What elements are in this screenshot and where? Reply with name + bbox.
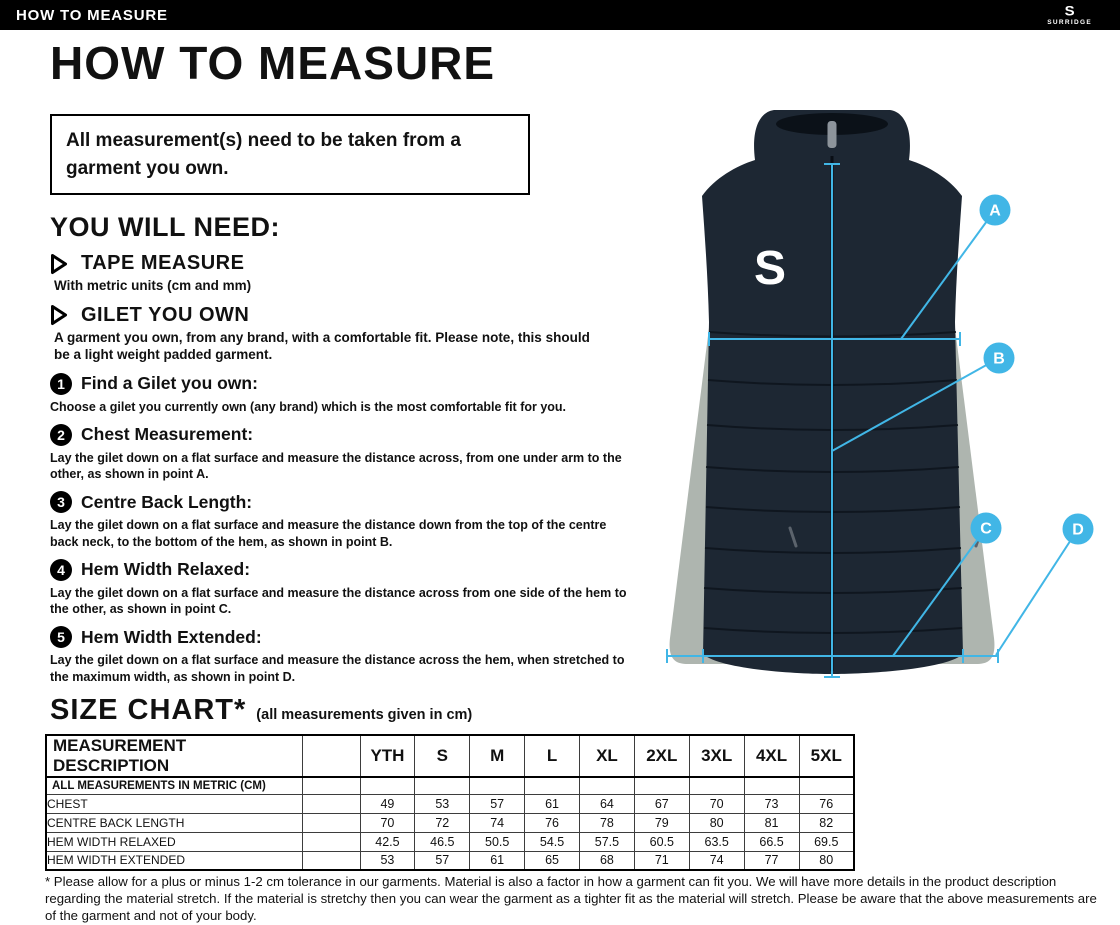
- empty-cell: [360, 777, 415, 794]
- size-value: 61: [470, 851, 525, 870]
- size-column-header: L: [525, 735, 580, 777]
- size-column-header: YTH: [360, 735, 415, 777]
- step-4: [50, 559, 630, 618]
- size-value: 66.5: [744, 832, 799, 851]
- size-value: 65: [525, 851, 580, 870]
- empty-cell: [302, 777, 360, 794]
- gilet-figure: [618, 98, 1120, 698]
- size-value: 53: [360, 851, 415, 870]
- size-chart-row: [46, 832, 854, 851]
- size-value: 72: [415, 813, 470, 832]
- empty-cell: [525, 777, 580, 794]
- size-chart-table: [45, 734, 855, 871]
- measurement-description-header: MEASUREMENT DESCRIPTION: [46, 735, 302, 777]
- empty-cell: [302, 832, 360, 851]
- size-column-header: S: [415, 735, 470, 777]
- size-value: 60.5: [634, 832, 689, 851]
- size-value: 76: [799, 794, 854, 813]
- zip-pull-icon: [828, 121, 837, 148]
- need-item-description: With metric units (cm and mm): [54, 278, 252, 294]
- point-c-label: C: [980, 520, 992, 538]
- step-number-badge: 1: [50, 373, 72, 395]
- surridge-logo: [1047, 4, 1092, 27]
- size-chart-row: [46, 794, 854, 813]
- step-3: [50, 491, 630, 550]
- size-value: 71: [634, 851, 689, 870]
- size-value: 79: [634, 813, 689, 832]
- step-title: Centre Back Length:: [81, 491, 253, 512]
- size-value: 46.5: [415, 832, 470, 851]
- top-bar-title: HOW TO MEASURE: [16, 6, 168, 24]
- size-value: 77: [744, 851, 799, 870]
- size-column-header: 4XL: [744, 735, 799, 777]
- point-a-label: A: [989, 202, 1001, 220]
- step-title: Hem Width Relaxed:: [81, 559, 251, 580]
- size-column-header: M: [470, 735, 525, 777]
- empty-cell: [302, 794, 360, 813]
- top-bar: [0, 0, 1120, 30]
- empty-header-cell: [302, 735, 360, 777]
- empty-cell: [634, 777, 689, 794]
- measurement-label: HEM WIDTH RELAXED: [46, 832, 302, 851]
- empty-cell: [689, 777, 744, 794]
- size-value: 82: [799, 813, 854, 832]
- step-2: [50, 424, 630, 483]
- need-item-label: TAPE MEASURE: [81, 252, 245, 275]
- step-1: [50, 373, 630, 415]
- empty-cell: [580, 777, 635, 794]
- point-d-label: D: [1072, 521, 1084, 539]
- you-will-need-heading: YOU WILL NEED:: [50, 212, 281, 243]
- step-number-badge: 5: [50, 626, 72, 648]
- step-body: Choose a gilet you currently own (any brand) which is the most comfortable fit for you.: [50, 399, 567, 414]
- triangle-bullet-icon: [50, 253, 68, 275]
- size-value: 68: [580, 851, 635, 870]
- size-value: 78: [580, 813, 635, 832]
- size-value: 70: [360, 813, 415, 832]
- measurement-point-badges: [971, 195, 1094, 545]
- size-value: 49: [360, 794, 415, 813]
- tolerance-footnote: * Please allow for a plus or minus 1-2 cm tolerance in our garments. Material is also a factor in how a garment can fit you. We will have more details in the product description regarding the material stretch. If the material is stretchy then you can wear the garment as a tighter fit as the material will stretch. Please be aware that the above measurements are of the garment and not of your body.: [45, 874, 1097, 923]
- empty-cell: [470, 777, 525, 794]
- size-value: 74: [689, 851, 744, 870]
- unit-row-label: ALL MEASUREMENTS IN METRIC (CM): [46, 777, 302, 794]
- size-value: 42.5: [360, 832, 415, 851]
- point-b-label: B: [993, 350, 1005, 368]
- gilet-logo-letter: S: [753, 242, 787, 295]
- step-body: Lay the gilet down on a flat surface and measure the distance across the hem, when stretched to the maximum width, as shown in point D.: [50, 653, 625, 684]
- need-item-gilet: [50, 304, 630, 364]
- size-value: 76: [525, 813, 580, 832]
- size-value: 73: [744, 794, 799, 813]
- size-chart-section: [45, 694, 1111, 925]
- size-column-header: 2XL: [634, 735, 689, 777]
- measurement-label: HEM WIDTH EXTENDED: [46, 851, 302, 870]
- surridge-s-icon: S: [1064, 3, 1075, 19]
- size-value: 80: [799, 851, 854, 870]
- size-value: 69.5: [799, 832, 854, 851]
- step-body: Lay the gilet down on a flat surface and measure the distance across from one side of the hem to the other, as shown in point C.: [50, 585, 627, 617]
- step-5: [50, 626, 630, 685]
- size-value: 70: [689, 794, 744, 813]
- size-value: 81: [744, 813, 799, 832]
- step-number-badge: 4: [50, 559, 72, 581]
- notice-box: All measurement(s) need to be taken from a garment you own.: [50, 114, 530, 195]
- size-value: 63.5: [689, 832, 744, 851]
- triangle-bullet-icon: [50, 304, 68, 326]
- size-value: 61: [525, 794, 580, 813]
- need-item-description: A garment you own, from any brand, with a comfortable fit. Please note, this should be a light weight padded garment.: [54, 329, 590, 363]
- empty-cell: [302, 813, 360, 832]
- size-value: 64: [580, 794, 635, 813]
- size-value: 57: [415, 851, 470, 870]
- size-value: 54.5: [525, 832, 580, 851]
- size-value: 80: [689, 813, 744, 832]
- measurement-label: CHEST: [46, 794, 302, 813]
- empty-cell: [744, 777, 799, 794]
- need-item-label: GILET YOU OWN: [81, 303, 250, 326]
- step-title: Find a Gilet you own:: [81, 373, 258, 394]
- size-value: 57: [470, 794, 525, 813]
- size-value: 67: [634, 794, 689, 813]
- page-title: HOW TO MEASURE: [50, 37, 496, 89]
- size-column-header: 3XL: [689, 735, 744, 777]
- size-chart-row: [46, 851, 854, 870]
- size-column-header: 5XL: [799, 735, 854, 777]
- step-title: Hem Width Extended:: [81, 626, 262, 647]
- step-body: Lay the gilet down on a flat surface and measure the distance down from the top of the centre back neck, to the bottom of the hem, as shown in point B.: [50, 518, 607, 549]
- measurement-label: CENTRE BACK LENGTH: [46, 813, 302, 832]
- surridge-wordmark: SURRIDGE: [1047, 18, 1092, 26]
- empty-cell: [302, 851, 360, 870]
- need-item-tape-measure: [50, 252, 630, 295]
- empty-cell: [799, 777, 854, 794]
- measure-steps: [50, 373, 630, 685]
- step-title: Chest Measurement:: [81, 424, 254, 445]
- size-chart-header-row: [46, 735, 854, 777]
- size-chart-row: [46, 813, 854, 832]
- empty-cell: [415, 777, 470, 794]
- size-value: 53: [415, 794, 470, 813]
- gilet-diagram: [618, 98, 1120, 698]
- step-number-badge: 3: [50, 491, 72, 513]
- size-chart-subtitle: (all measurements given in cm): [256, 707, 473, 723]
- size-value: 57.5: [580, 832, 635, 851]
- size-value: 50.5: [470, 832, 525, 851]
- step-body: Lay the gilet down on a flat surface and measure the distance across, from one under arm to the other, as shown in point A.: [50, 450, 622, 482]
- unit-row: [46, 777, 854, 794]
- leader-d: [996, 529, 1078, 655]
- size-value: 74: [470, 813, 525, 832]
- instructions-column: [50, 37, 630, 685]
- size-chart-title: SIZE CHART*: [50, 694, 247, 726]
- size-column-header: XL: [580, 735, 635, 777]
- step-number-badge: 2: [50, 424, 72, 446]
